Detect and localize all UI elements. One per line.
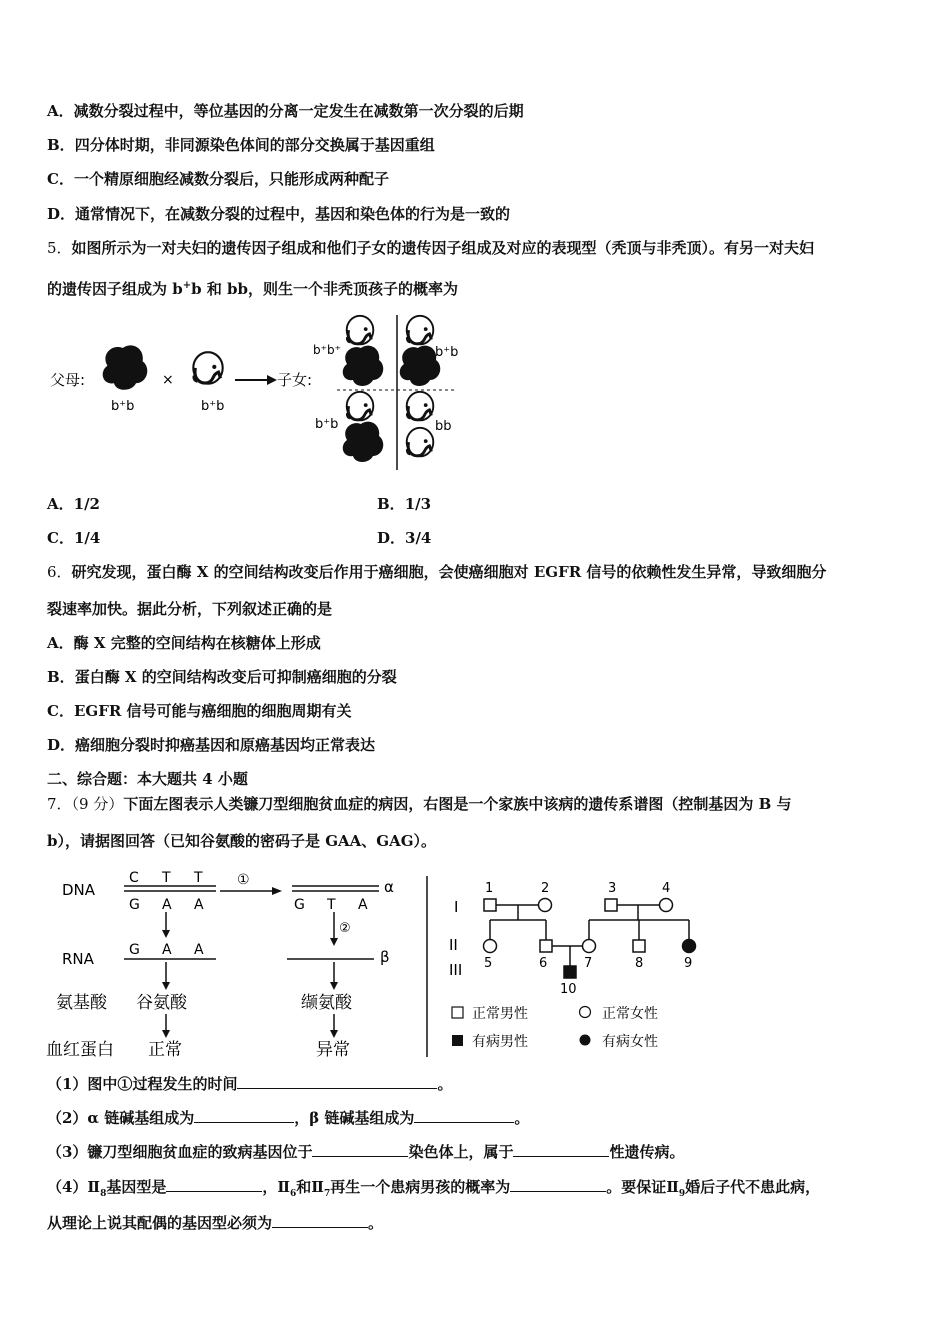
- svg-text:A: A: [162, 942, 172, 958]
- child-br-bald2-icon: [406, 428, 433, 457]
- mother-genotype: b⁺b: [201, 399, 225, 414]
- answer-blank-probability[interactable]: [510, 1177, 606, 1192]
- child-tl-hairy-icon: [343, 346, 384, 386]
- answer-blank-chromosome[interactable]: [312, 1142, 408, 1157]
- q5-baldness-figure: [45, 310, 470, 475]
- answer-blank-beta[interactable]: [414, 1108, 514, 1123]
- father-genotype: b⁺b: [111, 399, 135, 414]
- answer-blank-alpha[interactable]: [194, 1108, 294, 1123]
- genotype-bl: b⁺b: [315, 417, 339, 432]
- q5-stem-line1: 5．如图所示为一对夫妇的遗传因子组成和他们子女的遗传因子组成及对应的表现型（秃顶与非秃顶）。有另一对夫妇: [47, 239, 815, 257]
- svg-text:G: G: [294, 897, 305, 913]
- q4-option-a: A．减数分裂过程中，等位基因的分离一定发生在减数第一次分裂的后期: [47, 102, 524, 120]
- svg-text:有病男性: 有病男性: [472, 1034, 528, 1050]
- svg-text:G: G: [129, 897, 140, 913]
- answer-blank-spouse[interactable]: [272, 1213, 368, 1228]
- genotype-tr: b⁺b: [435, 345, 459, 360]
- svg-text:7: 7: [584, 956, 593, 971]
- child-br-bald-icon: [406, 392, 433, 421]
- q7-sub3: （3）镰刀型细胞贫血症的致病基因位于 染色体上，属于 性遗传病。: [47, 1143, 685, 1161]
- q6-stem-line2: 裂速率加快。据此分析，下列叙述正确的是: [47, 600, 333, 618]
- q7-figure: [44, 862, 706, 1060]
- svg-text:正常女性: 正常女性: [602, 1006, 658, 1022]
- svg-text:4: 4: [662, 881, 671, 896]
- beta-label: β: [380, 948, 390, 966]
- step2-label: ②: [339, 921, 351, 936]
- svg-text:8: 8: [635, 956, 644, 971]
- dna-label: DNA: [62, 881, 96, 899]
- svg-text:6: 6: [539, 956, 548, 971]
- q5-option-d: D．3/4: [377, 529, 432, 547]
- pedigree-chart: [449, 881, 696, 1050]
- child-bl-bald-icon: [346, 392, 373, 421]
- q6-option-d: D．癌细胞分裂时抑癌基因和原癌基因均正常表达: [47, 736, 376, 754]
- glu-label: 谷氨酸: [136, 993, 187, 1013]
- child-bl-hairy-icon: [343, 422, 384, 462]
- svg-text:2: 2: [541, 881, 550, 896]
- q5-option-b: B．1/3: [377, 495, 432, 513]
- normal-label: 正常: [148, 1040, 182, 1060]
- q7-sub4: $(4)Ⅱ_8$基因型是 ，$Ⅱ_6$和$Ⅱ_7$再生一个患病男孩的概率为 。要保证$Ⅱ_9$婚后子代不患此病，: [47, 1178, 821, 1199]
- svg-text:正常男性: 正常男性: [472, 1006, 528, 1022]
- parents-label: 父母:: [50, 371, 86, 389]
- svg-text:A: A: [162, 897, 172, 913]
- q5-option-a: A．1/2: [47, 495, 100, 513]
- q4-option-b: B．四分体时期，非同源染色体间的部分交换属于基因重组: [47, 136, 435, 154]
- svg-text:G: G: [129, 942, 140, 958]
- val-label: 缬氨酸: [301, 993, 352, 1013]
- svg-text:有病女性: 有病女性: [602, 1034, 658, 1050]
- q7-stem-line2: b），请据图回答（已知谷氨酸的密码子是 GAA、GAG）。: [47, 832, 437, 850]
- alpha-label: α: [384, 878, 394, 896]
- q7-sub4-cont: 从理论上说其配偶的基因型必须为 。: [47, 1214, 384, 1232]
- svg-text:III: III: [449, 961, 463, 979]
- mother-bald-icon: [192, 352, 222, 384]
- q6-option-b: B．蛋白酶 X 的空间结构改变后可抑制癌细胞的分裂: [47, 668, 397, 686]
- svg-text:1: 1: [485, 881, 494, 896]
- genotype-br: bb: [435, 419, 452, 434]
- svg-text:II: II: [449, 936, 458, 954]
- abnormal-label: 异常: [316, 1040, 350, 1060]
- cross-sign: ×: [162, 372, 174, 388]
- q4-option-d: D．通常情况下，在减数分裂的过程中，基因和染色体的行为是一致的: [47, 205, 511, 223]
- svg-text:I: I: [454, 898, 459, 916]
- father-hairy-icon: [103, 345, 148, 389]
- q6-stem-line1: 6．研究发现，蛋白酶 X 的空间结构改变后作用于癌细胞，会使癌细胞对 EGFR 信号的依赖性发生异常，导致细胞分: [47, 563, 827, 581]
- child-tl-bald-icon: [346, 316, 373, 345]
- q7-sub1: （1）图中①过程发生的时间 。: [47, 1075, 453, 1093]
- answer-blank-genotype[interactable]: [166, 1177, 262, 1192]
- q5-stem-line2: 的遗传因子组成为 b+b 和 bb，则生一个非秃顶孩子的概率为: [47, 280, 459, 298]
- answer-blank-inheritance[interactable]: [513, 1142, 609, 1157]
- svg-text:A: A: [194, 942, 204, 958]
- q7-sub2: （2）α 链碱基组成为 ，β 链碱基组成为 。: [47, 1109, 530, 1127]
- q4-option-c: C．一个精原细胞经减数分裂后，只能形成两种配子: [47, 170, 389, 188]
- svg-text:T: T: [327, 897, 336, 913]
- svg-text:T: T: [194, 870, 203, 886]
- amino-acid-label: 氨基酸: [56, 993, 107, 1013]
- q6-option-c: C．EGFR 信号可能与癌细胞的细胞周期有关: [47, 702, 352, 720]
- step1-label: ①: [237, 872, 250, 888]
- q7-stem-line1: 7．（9 分）下面左图表示人类镰刀型细胞贫血症的病因，右图是一个家族中该病的遗传系谱图（控制基因为 B 与: [47, 795, 792, 813]
- svg-text:A: A: [358, 897, 368, 913]
- svg-text:10: 10: [560, 982, 577, 997]
- q5-option-c: C．1/4: [47, 529, 101, 547]
- svg-text:A: A: [194, 897, 204, 913]
- genotype-tl: b⁺b⁺: [313, 343, 341, 357]
- svg-text:5: 5: [484, 956, 493, 971]
- child-tr-bald-icon: [406, 316, 433, 345]
- hemoglobin-label: 血红蛋白: [46, 1040, 114, 1060]
- svg-text:T: T: [162, 870, 171, 886]
- children-label: 子女:: [277, 371, 313, 389]
- q6-option-a: A．酶 X 完整的空间结构在核糖体上形成: [47, 634, 321, 652]
- svg-text:3: 3: [608, 881, 617, 896]
- svg-text:C: C: [129, 870, 139, 886]
- svg-text:9: 9: [684, 956, 693, 971]
- section-2-heading: 二、综合题：本大题共 4 小题: [47, 770, 248, 788]
- answer-blank-1[interactable]: [237, 1074, 437, 1089]
- rna-label: RNA: [62, 950, 94, 968]
